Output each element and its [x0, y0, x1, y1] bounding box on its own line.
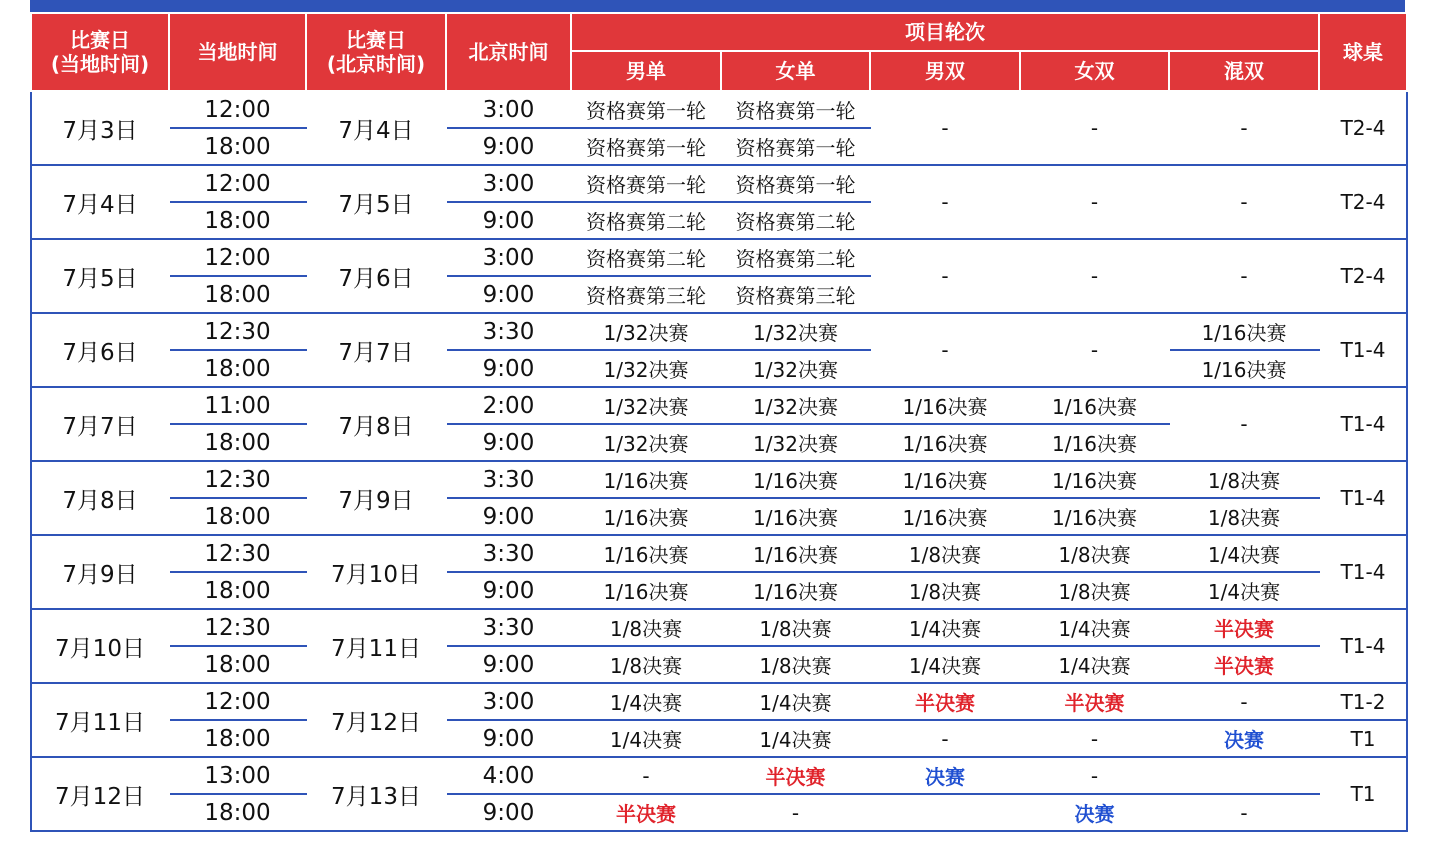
womens-singles-cell: 1/32决赛 [721, 387, 870, 424]
womens-doubles-cell: - [1020, 720, 1169, 757]
table-row [31, 683, 1407, 720]
table-row [31, 572, 1407, 609]
local-time-cell: 18:00 [169, 128, 306, 165]
local-time-cell: 18:00 [169, 794, 306, 831]
mens-doubles-cell: 1/16决赛 [870, 387, 1020, 424]
womens-singles-cell: 1/16决赛 [721, 572, 870, 609]
local-time-cell: 11:00 [169, 387, 306, 424]
beijing-date-cell: 7月5日 [306, 165, 446, 239]
table-assignment-cell: T2-4 [1319, 165, 1407, 239]
beijing-time-cell: 3:30 [446, 609, 571, 646]
beijing-time-cell: 9:00 [446, 202, 571, 239]
beijing-date-cell: 7月7日 [306, 313, 446, 387]
mens-singles-cell: - [571, 757, 721, 794]
local-date-cell: 7月9日 [31, 535, 169, 609]
mixed-doubles-cell: - [1169, 239, 1319, 313]
mens-doubles-cell: 1/4决赛 [870, 646, 1020, 683]
local-date-cell: 7月7日 [31, 387, 169, 461]
womens-doubles-cell: - [1020, 313, 1169, 387]
beijing-date-cell: 7月12日 [306, 683, 446, 757]
mens-doubles-cell: - [870, 165, 1020, 239]
local-date-cell: 7月3日 [31, 91, 169, 165]
beijing-date-cell: 7月4日 [306, 91, 446, 165]
table-row [31, 350, 1407, 387]
beijing-date-cell: 7月11日 [306, 609, 446, 683]
mixed-doubles-cell: 1/8决赛 [1169, 461, 1319, 498]
mens-singles-cell: 半决赛 [571, 794, 721, 831]
womens-singles-cell: 资格赛第一轮 [721, 91, 870, 128]
womens-doubles-cell: - [1020, 91, 1169, 165]
womens-singles-cell: 1/16决赛 [721, 461, 870, 498]
mixed-doubles-cell: 1/16决赛 [1169, 313, 1319, 350]
beijing-time-cell: 3:30 [446, 535, 571, 572]
header-local-time: 当地时间 [169, 13, 306, 91]
mens-singles-cell: 资格赛第一轮 [571, 91, 721, 128]
table-assignment-cell: T1-4 [1319, 461, 1407, 535]
local-time-cell: 18:00 [169, 720, 306, 757]
mens-singles-cell: 资格赛第一轮 [571, 128, 721, 165]
mens-doubles-cell: 1/16决赛 [870, 424, 1020, 461]
local-time-cell: 18:00 [169, 646, 306, 683]
header-womens-singles: 女单 [721, 51, 870, 91]
local-date-cell: 7月11日 [31, 683, 169, 757]
mens-doubles-cell: 1/8决赛 [870, 572, 1020, 609]
table-row [31, 498, 1407, 535]
local-date-cell: 7月6日 [31, 313, 169, 387]
table-assignment-cell: T2-4 [1319, 239, 1407, 313]
beijing-time-cell: 9:00 [446, 794, 571, 831]
mixed-doubles-cell: - [1169, 91, 1319, 165]
table-assignment-cell: T1 [1319, 720, 1407, 757]
mens-singles-cell: 资格赛第二轮 [571, 239, 721, 276]
womens-doubles-cell: - [1020, 757, 1169, 794]
womens-singles-cell: 资格赛第二轮 [721, 202, 870, 239]
local-time-cell: 18:00 [169, 350, 306, 387]
header-mens-doubles: 男双 [870, 51, 1020, 91]
mens-singles-cell: 1/16决赛 [571, 572, 721, 609]
womens-doubles-cell: 1/16决赛 [1020, 498, 1169, 535]
local-date-cell: 7月8日 [31, 461, 169, 535]
womens-doubles-cell: 半决赛 [1020, 683, 1169, 720]
womens-doubles-cell: 1/16决赛 [1020, 387, 1169, 424]
womens-doubles-cell: 1/4决赛 [1020, 609, 1169, 646]
mens-doubles-cell: 1/16决赛 [870, 461, 1020, 498]
local-time-cell: 18:00 [169, 276, 306, 313]
header-events-group: 项目轮次 [571, 13, 1319, 51]
mixed-doubles-cell: - [1169, 794, 1319, 831]
header-mens-singles: 男单 [571, 51, 721, 91]
womens-singles-cell: 1/8决赛 [721, 646, 870, 683]
local-date-cell: 7月5日 [31, 239, 169, 313]
beijing-time-cell: 9:00 [446, 424, 571, 461]
womens-singles-cell: 资格赛第一轮 [721, 165, 870, 202]
beijing-time-cell: 3:30 [446, 313, 571, 350]
beijing-time-cell: 9:00 [446, 128, 571, 165]
beijing-time-cell: 4:00 [446, 757, 571, 794]
womens-singles-cell: 1/32决赛 [721, 313, 870, 350]
local-time-cell: 13:00 [169, 757, 306, 794]
table-row [31, 794, 1407, 831]
womens-doubles-cell: 1/8决赛 [1020, 572, 1169, 609]
beijing-time-cell: 9:00 [446, 720, 571, 757]
beijing-date-cell: 7月8日 [306, 387, 446, 461]
header-beijing-time: 北京时间 [446, 13, 571, 91]
header-match-day-beijing: 比赛日 (北京时间) [306, 13, 446, 91]
local-time-cell: 12:00 [169, 91, 306, 128]
mens-singles-cell: 资格赛第二轮 [571, 202, 721, 239]
local-date-cell: 7月12日 [31, 757, 169, 831]
schedule-table [30, 12, 1408, 832]
beijing-time-cell: 3:00 [446, 239, 571, 276]
table-assignment-cell: T1-4 [1319, 535, 1407, 609]
header-table: 球桌 [1319, 13, 1407, 91]
table-assignment-cell: T1-4 [1319, 387, 1407, 461]
womens-singles-cell: 1/4决赛 [721, 720, 870, 757]
beijing-date-cell: 7月6日 [306, 239, 446, 313]
table-row [31, 720, 1407, 757]
mixed-doubles-cell: 半决赛 [1169, 646, 1319, 683]
mens-singles-cell: 1/16决赛 [571, 498, 721, 535]
mens-singles-cell: 1/16决赛 [571, 461, 721, 498]
local-time-cell: 18:00 [169, 202, 306, 239]
womens-doubles-cell: 1/16决赛 [1020, 461, 1169, 498]
mixed-doubles-cell: - [1169, 683, 1319, 720]
local-time-cell: 12:30 [169, 313, 306, 350]
table-row [31, 609, 1407, 646]
local-time-cell: 18:00 [169, 498, 306, 535]
mens-singles-cell: 1/4决赛 [571, 683, 721, 720]
mixed-doubles-cell: 1/4决赛 [1169, 572, 1319, 609]
beijing-date-cell: 7月9日 [306, 461, 446, 535]
mixed-doubles-cell: 1/16决赛 [1169, 350, 1319, 387]
table-assignment-cell: T1-4 [1319, 313, 1407, 387]
beijing-time-cell: 3:30 [446, 461, 571, 498]
womens-doubles-cell: 1/4决赛 [1020, 646, 1169, 683]
mens-doubles-cell: - [870, 239, 1020, 313]
local-date-cell: 7月4日 [31, 165, 169, 239]
top-banner-strip [30, 0, 1405, 12]
womens-singles-cell: - [721, 794, 870, 831]
table-assignment-cell: T2-4 [1319, 91, 1407, 165]
mens-singles-cell: 1/32决赛 [571, 350, 721, 387]
local-time-cell: 12:30 [169, 609, 306, 646]
mens-doubles-cell: 决赛 [870, 757, 1020, 794]
mens-doubles-cell: - [870, 91, 1020, 165]
header-match-day-local: 比赛日 (当地时间) [31, 13, 169, 91]
womens-doubles-cell: 1/16决赛 [1020, 424, 1169, 461]
table-row [31, 313, 1407, 350]
table-body [31, 91, 1407, 831]
table-row [31, 461, 1407, 498]
mens-doubles-cell: 1/4决赛 [870, 609, 1020, 646]
table-row [31, 646, 1407, 683]
womens-singles-cell: 1/32决赛 [721, 350, 870, 387]
beijing-time-cell: 9:00 [446, 276, 571, 313]
table-row [31, 387, 1407, 424]
mens-singles-cell: 1/4决赛 [571, 720, 721, 757]
womens-singles-cell: 半决赛 [721, 757, 870, 794]
header-womens-doubles: 女双 [1020, 51, 1169, 91]
mixed-doubles-cell: - [1169, 387, 1319, 461]
mens-singles-cell: 1/32决赛 [571, 313, 721, 350]
mens-doubles-cell: 1/16决赛 [870, 498, 1020, 535]
womens-singles-cell: 1/16决赛 [721, 535, 870, 572]
local-date-cell: 7月10日 [31, 609, 169, 683]
mens-singles-cell: 1/32决赛 [571, 424, 721, 461]
womens-doubles-cell: 决赛 [1020, 794, 1169, 831]
local-time-cell: 18:00 [169, 572, 306, 609]
mens-doubles-cell [870, 794, 1020, 831]
table-row [31, 239, 1407, 276]
beijing-time-cell: 9:00 [446, 572, 571, 609]
mixed-doubles-cell [1169, 757, 1319, 794]
local-time-cell: 12:30 [169, 535, 306, 572]
womens-singles-cell: 1/16决赛 [721, 498, 870, 535]
mens-doubles-cell: - [870, 313, 1020, 387]
womens-singles-cell: 资格赛第一轮 [721, 128, 870, 165]
table-header [31, 13, 1407, 91]
beijing-time-cell: 9:00 [446, 646, 571, 683]
beijing-time-cell: 9:00 [446, 498, 571, 535]
beijing-date-cell: 7月13日 [306, 757, 446, 831]
mens-doubles-cell: - [870, 720, 1020, 757]
table-row [31, 757, 1407, 794]
mixed-doubles-cell: 1/4决赛 [1169, 535, 1319, 572]
table-row [31, 165, 1407, 202]
local-time-cell: 18:00 [169, 424, 306, 461]
beijing-time-cell: 2:00 [446, 387, 571, 424]
womens-singles-cell: 1/4决赛 [721, 683, 870, 720]
beijing-time-cell: 3:00 [446, 165, 571, 202]
womens-singles-cell: 1/8决赛 [721, 609, 870, 646]
womens-singles-cell: 资格赛第二轮 [721, 239, 870, 276]
mens-singles-cell: 1/8决赛 [571, 609, 721, 646]
mens-singles-cell: 资格赛第一轮 [571, 165, 721, 202]
mixed-doubles-cell: 1/8决赛 [1169, 498, 1319, 535]
mens-singles-cell: 资格赛第三轮 [571, 276, 721, 313]
beijing-date-cell: 7月10日 [306, 535, 446, 609]
beijing-time-cell: 9:00 [446, 350, 571, 387]
mixed-doubles-cell: - [1169, 165, 1319, 239]
mens-doubles-cell: 半决赛 [870, 683, 1020, 720]
table-assignment-cell: T1-2 [1319, 683, 1407, 720]
mens-doubles-cell: 1/8决赛 [870, 535, 1020, 572]
local-time-cell: 12:30 [169, 461, 306, 498]
local-time-cell: 12:00 [169, 239, 306, 276]
womens-singles-cell: 1/32决赛 [721, 424, 870, 461]
local-time-cell: 12:00 [169, 683, 306, 720]
beijing-time-cell: 3:00 [446, 91, 571, 128]
mens-singles-cell: 1/16决赛 [571, 535, 721, 572]
mens-singles-cell: 1/32决赛 [571, 387, 721, 424]
mens-singles-cell: 1/8决赛 [571, 646, 721, 683]
table-row [31, 535, 1407, 572]
table-assignment-cell: T1 [1319, 757, 1407, 831]
mixed-doubles-cell: 半决赛 [1169, 609, 1319, 646]
womens-doubles-cell: - [1020, 239, 1169, 313]
header-mixed-doubles: 混双 [1169, 51, 1319, 91]
womens-doubles-cell: - [1020, 165, 1169, 239]
womens-doubles-cell: 1/8决赛 [1020, 535, 1169, 572]
table-assignment-cell: T1-4 [1319, 609, 1407, 683]
local-time-cell: 12:00 [169, 165, 306, 202]
womens-singles-cell: 资格赛第三轮 [721, 276, 870, 313]
beijing-time-cell: 3:00 [446, 683, 571, 720]
mixed-doubles-cell: 决赛 [1169, 720, 1319, 757]
table-row [31, 91, 1407, 128]
